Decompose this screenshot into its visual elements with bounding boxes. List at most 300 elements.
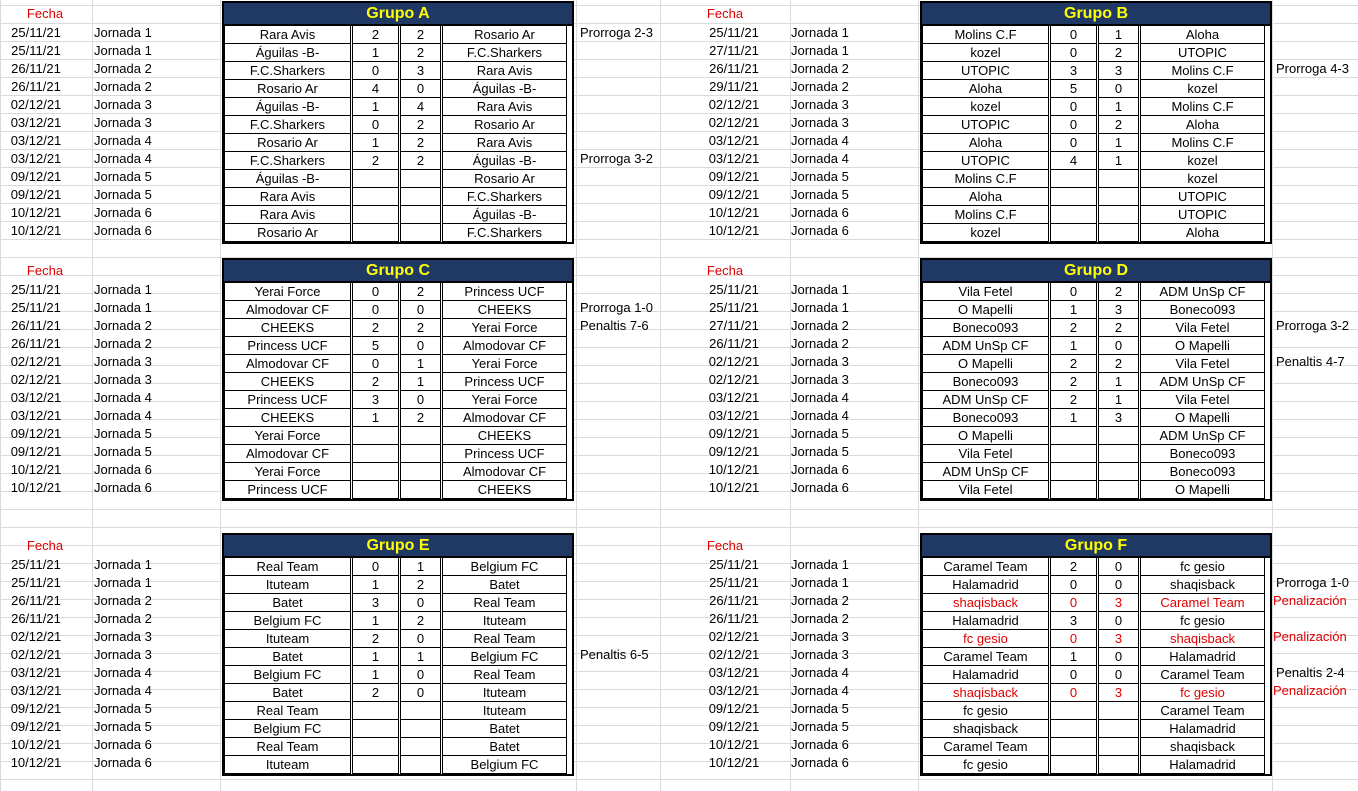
home-team-cell[interactable]: Molins C.F [922, 26, 1049, 44]
home-score-cell[interactable] [1050, 756, 1097, 774]
home-team-cell[interactable]: F.C.Sharkers [224, 62, 351, 80]
away-team-cell[interactable]: UTOPIC [1140, 188, 1265, 206]
home-team-cell[interactable]: Águilas -B- [224, 98, 351, 116]
away-score-cell[interactable]: 0 [1098, 337, 1139, 355]
home-score-cell[interactable]: 2 [1050, 355, 1097, 373]
away-score-cell[interactable] [1098, 427, 1139, 445]
away-team-cell[interactable]: CHEEKS [442, 427, 567, 445]
away-score-cell[interactable]: 1 [400, 373, 441, 391]
home-score-cell[interactable] [1050, 481, 1097, 499]
home-score-cell[interactable] [1050, 702, 1097, 720]
match-note: Penalización [1273, 593, 1347, 608]
home-score-cell[interactable]: 3 [352, 594, 399, 612]
home-team-cell[interactable]: Almodovar CF [224, 355, 351, 373]
home-score-cell[interactable]: 1 [1050, 301, 1097, 319]
match-date: 03/12/21 [10, 665, 62, 680]
away-score-cell[interactable]: 0 [400, 630, 441, 648]
away-team-cell[interactable]: Caramel Team [1140, 666, 1265, 684]
away-team-cell[interactable]: fc gesio [1140, 558, 1265, 576]
away-score-cell[interactable]: 2 [400, 26, 441, 44]
home-team-cell[interactable]: Rara Avis [224, 206, 351, 224]
away-score-cell[interactable] [400, 170, 441, 188]
away-team-cell[interactable]: Boneco093 [1140, 301, 1265, 319]
match-jornada: Jornada 6 [791, 480, 849, 495]
away-score-cell[interactable]: 3 [1098, 684, 1139, 702]
away-team-cell[interactable]: Real Team [442, 630, 567, 648]
away-score-cell[interactable]: 3 [1098, 301, 1139, 319]
home-score-cell[interactable]: 1 [352, 409, 399, 427]
away-team-cell[interactable]: Almodovar CF [442, 409, 567, 427]
away-team-cell[interactable]: Molins C.F [1140, 98, 1265, 116]
home-score-cell[interactable]: 0 [1050, 283, 1097, 301]
home-team-cell[interactable]: Aloha [922, 80, 1049, 98]
away-team-cell[interactable]: Vila Fetel [1140, 355, 1265, 373]
home-score-cell[interactable]: 0 [1050, 630, 1097, 648]
away-score-cell[interactable] [1098, 481, 1139, 499]
home-score-cell[interactable]: 1 [352, 576, 399, 594]
home-score-cell[interactable]: 2 [352, 319, 399, 337]
home-team-cell[interactable]: Halamadrid [922, 576, 1049, 594]
home-team-cell[interactable]: F.C.Sharkers [224, 152, 351, 170]
home-score-cell[interactable] [1050, 445, 1097, 463]
away-score-cell[interactable]: 1 [1098, 134, 1139, 152]
away-score-cell[interactable]: 1 [1098, 152, 1139, 170]
away-score-cell[interactable]: 1 [1098, 26, 1139, 44]
away-team-cell[interactable]: Belgium FC [442, 558, 567, 576]
away-team-cell[interactable]: Águilas -B- [442, 206, 567, 224]
home-team-cell[interactable]: Boneco093 [922, 409, 1049, 427]
home-team-cell[interactable]: Princess UCF [224, 481, 351, 499]
away-score-cell[interactable]: 3 [1098, 409, 1139, 427]
away-team-cell[interactable]: F.C.Sharkers [442, 188, 567, 206]
away-team-cell[interactable]: Yerai Force [442, 391, 567, 409]
away-score-cell[interactable]: 4 [400, 98, 441, 116]
away-team-cell[interactable]: Halamadrid [1140, 648, 1265, 666]
home-team-cell[interactable]: fc gesio [922, 702, 1049, 720]
home-score-cell[interactable]: 1 [352, 648, 399, 666]
home-score-cell[interactable] [352, 170, 399, 188]
home-score-cell[interactable] [352, 720, 399, 738]
home-team-cell[interactable]: CHEEKS [224, 409, 351, 427]
away-team-cell[interactable]: CHEEKS [442, 301, 567, 319]
home-team-cell[interactable]: O Mapelli [922, 301, 1049, 319]
home-score-cell[interactable]: 2 [1050, 319, 1097, 337]
away-score-cell[interactable] [400, 188, 441, 206]
home-score-cell[interactable] [352, 427, 399, 445]
home-score-cell[interactable] [1050, 427, 1097, 445]
match-note: Prorroga 4-3 [1276, 61, 1349, 76]
home-team-cell[interactable]: Águilas -B- [224, 44, 351, 62]
away-team-cell[interactable]: Princess UCF [442, 283, 567, 301]
away-score-cell[interactable]: 3 [1098, 594, 1139, 612]
away-score-cell[interactable] [400, 720, 441, 738]
away-team-cell[interactable]: kozel [1140, 152, 1265, 170]
away-team-cell[interactable]: Boneco093 [1140, 463, 1265, 481]
away-team-cell[interactable]: Batet [442, 720, 567, 738]
home-team-cell[interactable]: Belgium FC [224, 666, 351, 684]
away-team-cell[interactable]: UTOPIC [1140, 44, 1265, 62]
away-team-cell[interactable]: Ituteam [442, 684, 567, 702]
away-team-cell[interactable]: ADM UnSp CF [1140, 283, 1265, 301]
away-score-cell[interactable]: 2 [400, 116, 441, 134]
home-team-cell[interactable]: ADM UnSp CF [922, 463, 1049, 481]
away-team-cell[interactable]: kozel [1140, 80, 1265, 98]
away-team-cell[interactable]: Vila Fetel [1140, 319, 1265, 337]
away-score-cell[interactable] [400, 702, 441, 720]
away-team-cell[interactable]: Boneco093 [1140, 445, 1265, 463]
home-score-cell[interactable]: 0 [1050, 44, 1097, 62]
away-score-cell[interactable] [1098, 170, 1139, 188]
away-score-cell[interactable]: 2 [1098, 44, 1139, 62]
away-team-cell[interactable]: Rosario Ar [442, 170, 567, 188]
away-team-cell[interactable]: CHEEKS [442, 481, 567, 499]
away-score-cell[interactable]: 0 [1098, 576, 1139, 594]
home-team-cell[interactable]: Aloha [922, 188, 1049, 206]
home-team-cell[interactable]: Real Team [224, 702, 351, 720]
away-team-cell[interactable]: Princess UCF [442, 373, 567, 391]
away-team-cell[interactable]: Rosario Ar [442, 26, 567, 44]
home-score-cell[interactable]: 0 [352, 62, 399, 80]
home-team-cell[interactable]: Real Team [224, 558, 351, 576]
home-team-cell[interactable]: Belgium FC [224, 612, 351, 630]
away-score-cell[interactable] [400, 224, 441, 242]
home-team-cell[interactable]: Princess UCF [224, 391, 351, 409]
away-score-cell[interactable] [1098, 445, 1139, 463]
home-score-cell[interactable]: 1 [1050, 409, 1097, 427]
home-score-cell[interactable]: 3 [1050, 612, 1097, 630]
away-team-cell[interactable]: Rara Avis [442, 134, 567, 152]
match-date: 02/12/21 [10, 97, 62, 112]
away-score-cell[interactable]: 2 [400, 283, 441, 301]
home-score-cell[interactable]: 2 [352, 373, 399, 391]
away-score-cell[interactable]: 0 [1098, 80, 1139, 98]
home-team-cell[interactable]: Ituteam [224, 756, 351, 774]
away-team-cell[interactable]: fc gesio [1140, 612, 1265, 630]
home-team-cell[interactable]: Caramel Team [922, 558, 1049, 576]
home-score-cell[interactable]: 2 [352, 684, 399, 702]
away-score-cell[interactable]: 2 [1098, 283, 1139, 301]
away-score-cell[interactable] [400, 756, 441, 774]
table-row [922, 481, 1270, 499]
away-team-cell[interactable]: Halamadrid [1140, 756, 1265, 774]
away-score-cell[interactable]: 2 [1098, 355, 1139, 373]
home-score-cell[interactable] [352, 702, 399, 720]
home-team-cell[interactable]: Yerai Force [224, 283, 351, 301]
home-team-cell[interactable]: kozel [922, 44, 1049, 62]
home-score-cell[interactable] [352, 481, 399, 499]
home-team-cell[interactable]: Rosario Ar [224, 224, 351, 242]
home-team-cell[interactable]: Almodovar CF [224, 301, 351, 319]
away-team-cell[interactable]: Aloha [1140, 116, 1265, 134]
home-team-cell[interactable]: Batet [224, 684, 351, 702]
away-team-cell[interactable]: shaqisback [1140, 738, 1265, 756]
away-team-cell[interactable]: Real Team [442, 666, 567, 684]
home-team-cell[interactable]: Yerai Force [224, 427, 351, 445]
away-score-cell[interactable]: 1 [1098, 98, 1139, 116]
away-score-cell[interactable]: 2 [400, 409, 441, 427]
away-team-cell[interactable]: Molins C.F [1140, 134, 1265, 152]
home-score-cell[interactable]: 0 [352, 301, 399, 319]
home-score-cell[interactable]: 2 [1050, 558, 1097, 576]
home-score-cell[interactable] [352, 738, 399, 756]
home-score-cell[interactable]: 1 [352, 134, 399, 152]
home-score-cell[interactable] [1050, 206, 1097, 224]
home-score-cell[interactable] [1050, 738, 1097, 756]
home-team-cell[interactable]: Ituteam [224, 630, 351, 648]
home-score-cell[interactable]: 0 [1050, 134, 1097, 152]
away-team-cell[interactable]: ADM UnSp CF [1140, 373, 1265, 391]
away-score-cell[interactable] [400, 481, 441, 499]
home-team-cell[interactable]: Rara Avis [224, 26, 351, 44]
away-team-cell[interactable]: O Mapelli [1140, 337, 1265, 355]
away-score-cell[interactable]: 2 [400, 44, 441, 62]
home-team-cell[interactable]: Batet [224, 648, 351, 666]
home-team-cell[interactable]: Boneco093 [922, 319, 1049, 337]
away-team-cell[interactable]: F.C.Sharkers [442, 44, 567, 62]
home-team-cell[interactable]: Vila Fetel [922, 481, 1049, 499]
home-team-cell[interactable]: O Mapelli [922, 427, 1049, 445]
home-team-cell[interactable]: Halamadrid [922, 612, 1049, 630]
away-score-cell[interactable]: 0 [400, 80, 441, 98]
away-team-cell[interactable]: Rara Avis [442, 98, 567, 116]
home-score-cell[interactable] [1050, 170, 1097, 188]
away-score-cell[interactable] [400, 206, 441, 224]
home-team-cell[interactable]: Aloha [922, 134, 1049, 152]
home-score-cell[interactable] [1050, 463, 1097, 481]
home-team-cell[interactable]: Caramel Team [922, 648, 1049, 666]
home-team-cell[interactable]: shaqisback [922, 594, 1049, 612]
away-score-cell[interactable]: 2 [400, 612, 441, 630]
away-team-cell[interactable]: Belgium FC [442, 648, 567, 666]
away-team-cell[interactable]: fc gesio [1140, 684, 1265, 702]
home-team-cell[interactable]: Molins C.F [922, 170, 1049, 188]
home-team-cell[interactable]: kozel [922, 98, 1049, 116]
home-score-cell[interactable]: 2 [352, 630, 399, 648]
home-score-cell[interactable]: 0 [352, 558, 399, 576]
away-score-cell[interactable] [400, 463, 441, 481]
away-team-cell[interactable]: Caramel Team [1140, 594, 1265, 612]
away-score-cell[interactable] [1098, 738, 1139, 756]
away-score-cell[interactable]: 0 [400, 337, 441, 355]
away-team-cell[interactable]: shaqisback [1140, 576, 1265, 594]
home-score-cell[interactable]: 0 [352, 355, 399, 373]
away-team-cell[interactable]: Princess UCF [442, 445, 567, 463]
away-team-cell[interactable]: Rosario Ar [442, 116, 567, 134]
away-team-cell[interactable]: Caramel Team [1140, 702, 1265, 720]
away-team-cell[interactable]: Águilas -B- [442, 152, 567, 170]
home-team-cell[interactable]: Molins C.F [922, 206, 1049, 224]
away-score-cell[interactable] [1098, 720, 1139, 738]
away-score-cell[interactable]: 0 [1098, 666, 1139, 684]
home-score-cell[interactable]: 4 [352, 80, 399, 98]
home-score-cell[interactable]: 5 [352, 337, 399, 355]
home-team-cell[interactable]: Real Team [224, 738, 351, 756]
away-team-cell[interactable]: kozel [1140, 170, 1265, 188]
home-score-cell[interactable]: 3 [1050, 62, 1097, 80]
match-jornada: Jornada 6 [791, 755, 849, 770]
away-team-cell[interactable]: Yerai Force [442, 319, 567, 337]
away-score-cell[interactable]: 1 [1098, 391, 1139, 409]
home-team-cell[interactable]: Águilas -B- [224, 170, 351, 188]
match-date: 09/12/21 [10, 169, 62, 184]
away-score-cell[interactable]: 2 [1098, 319, 1139, 337]
home-team-cell[interactable]: Yerai Force [224, 463, 351, 481]
away-team-cell[interactable]: Batet [442, 576, 567, 594]
home-team-cell[interactable]: Almodovar CF [224, 445, 351, 463]
away-score-cell[interactable]: 3 [1098, 62, 1139, 80]
home-team-cell[interactable]: UTOPIC [922, 152, 1049, 170]
away-team-cell[interactable]: Batet [442, 738, 567, 756]
away-team-cell[interactable]: Almodovar CF [442, 463, 567, 481]
home-score-cell[interactable]: 1 [1050, 337, 1097, 355]
away-score-cell[interactable]: 0 [400, 594, 441, 612]
home-team-cell[interactable]: Boneco093 [922, 373, 1049, 391]
away-team-cell[interactable]: Real Team [442, 594, 567, 612]
home-team-cell[interactable]: Halamadrid [922, 666, 1049, 684]
home-team-cell[interactable]: Princess UCF [224, 337, 351, 355]
home-score-cell[interactable] [1050, 224, 1097, 242]
grid-col-2 [220, 0, 221, 791]
away-score-cell[interactable]: 0 [400, 666, 441, 684]
away-score-cell[interactable] [1098, 224, 1139, 242]
away-team-cell[interactable]: Yerai Force [442, 355, 567, 373]
home-score-cell[interactable]: 0 [1050, 684, 1097, 702]
away-score-cell[interactable]: 1 [1098, 373, 1139, 391]
away-score-cell[interactable]: 0 [400, 301, 441, 319]
home-team-cell[interactable]: Caramel Team [922, 738, 1049, 756]
home-score-cell[interactable] [1050, 720, 1097, 738]
away-team-cell[interactable]: ADM UnSp CF [1140, 427, 1265, 445]
away-team-cell[interactable]: Molins C.F [1140, 62, 1265, 80]
home-team-cell[interactable]: fc gesio [922, 756, 1049, 774]
home-score-cell[interactable]: 0 [352, 283, 399, 301]
away-score-cell[interactable]: 0 [1098, 648, 1139, 666]
away-score-cell[interactable] [1098, 463, 1139, 481]
home-score-cell[interactable]: 2 [1050, 391, 1097, 409]
away-score-cell[interactable]: 1 [400, 355, 441, 373]
away-score-cell[interactable] [1098, 756, 1139, 774]
match-date: 09/12/21 [10, 701, 62, 716]
away-score-cell[interactable]: 2 [400, 576, 441, 594]
away-team-cell[interactable]: Halamadrid [1140, 720, 1265, 738]
home-score-cell[interactable]: 3 [352, 391, 399, 409]
away-score-cell[interactable]: 0 [400, 391, 441, 409]
home-team-cell[interactable]: Rosario Ar [224, 80, 351, 98]
home-score-cell[interactable]: 4 [1050, 152, 1097, 170]
home-score-cell[interactable]: 1 [352, 44, 399, 62]
home-team-cell[interactable]: Vila Fetel [922, 445, 1049, 463]
away-score-cell[interactable] [1098, 702, 1139, 720]
home-score-cell[interactable] [352, 206, 399, 224]
away-score-cell[interactable]: 2 [400, 152, 441, 170]
home-team-cell[interactable]: Rosario Ar [224, 134, 351, 152]
away-score-cell[interactable] [400, 445, 441, 463]
away-team-cell[interactable]: Belgium FC [442, 756, 567, 774]
away-score-cell[interactable]: 2 [400, 134, 441, 152]
home-score-cell[interactable] [352, 445, 399, 463]
home-score-cell[interactable]: 1 [352, 612, 399, 630]
home-team-cell[interactable]: Rara Avis [224, 188, 351, 206]
home-score-cell[interactable]: 5 [1050, 80, 1097, 98]
away-team-cell[interactable]: Aloha [1140, 224, 1265, 242]
home-score-cell[interactable]: 1 [1050, 648, 1097, 666]
home-team-cell[interactable]: CHEEKS [224, 319, 351, 337]
away-score-cell[interactable]: 1 [400, 648, 441, 666]
home-score-cell[interactable] [352, 756, 399, 774]
home-team-cell[interactable]: CHEEKS [224, 373, 351, 391]
home-score-cell[interactable]: 2 [1050, 373, 1097, 391]
home-score-cell[interactable]: 1 [352, 666, 399, 684]
home-score-cell[interactable]: 0 [1050, 576, 1097, 594]
home-team-cell[interactable]: UTOPIC [922, 116, 1049, 134]
away-team-cell[interactable]: Aloha [1140, 26, 1265, 44]
away-score-cell[interactable]: 0 [1098, 558, 1139, 576]
home-team-cell[interactable]: shaqisback [922, 720, 1049, 738]
away-score-cell[interactable]: 2 [400, 319, 441, 337]
away-score-cell[interactable] [1098, 206, 1139, 224]
home-score-cell[interactable] [352, 188, 399, 206]
home-team-cell[interactable]: Belgium FC [224, 720, 351, 738]
home-team-cell[interactable]: Ituteam [224, 576, 351, 594]
home-team-cell[interactable]: F.C.Sharkers [224, 116, 351, 134]
home-team-cell[interactable]: ADM UnSp CF [922, 391, 1049, 409]
home-score-cell[interactable]: 2 [352, 26, 399, 44]
away-score-cell[interactable] [400, 738, 441, 756]
home-score-cell[interactable]: 0 [1050, 666, 1097, 684]
away-score-cell[interactable]: 3 [400, 62, 441, 80]
away-score-cell[interactable]: 2 [1098, 116, 1139, 134]
away-team-cell[interactable]: UTOPIC [1140, 206, 1265, 224]
home-score-cell[interactable]: 0 [1050, 98, 1097, 116]
away-score-cell[interactable] [400, 427, 441, 445]
away-score-cell[interactable]: 1 [400, 558, 441, 576]
away-team-cell[interactable]: F.C.Sharkers [442, 224, 567, 242]
home-team-cell[interactable]: UTOPIC [922, 62, 1049, 80]
away-team-cell[interactable]: Almodovar CF [442, 337, 567, 355]
home-team-cell[interactable]: kozel [922, 224, 1049, 242]
home-team-cell[interactable]: Vila Fetel [922, 283, 1049, 301]
away-team-cell[interactable]: O Mapelli [1140, 481, 1265, 499]
home-score-cell[interactable]: 0 [1050, 26, 1097, 44]
home-score-cell[interactable]: 1 [352, 98, 399, 116]
home-team-cell[interactable]: O Mapelli [922, 355, 1049, 373]
away-team-cell[interactable]: shaqisback [1140, 630, 1265, 648]
home-team-cell[interactable]: shaqisback [922, 684, 1049, 702]
grid-col-4 [660, 0, 661, 791]
home-team-cell[interactable]: ADM UnSp CF [922, 337, 1049, 355]
home-score-cell[interactable]: 0 [352, 116, 399, 134]
home-score-cell[interactable]: 0 [1050, 594, 1097, 612]
away-team-cell[interactable]: Vila Fetel [1140, 391, 1265, 409]
home-score-cell[interactable]: 2 [352, 152, 399, 170]
away-team-cell[interactable]: O Mapelli [1140, 409, 1265, 427]
away-score-cell[interactable]: 0 [1098, 612, 1139, 630]
match-date: 26/11/21 [11, 318, 61, 333]
away-team-cell[interactable]: Águilas -B- [442, 80, 567, 98]
home-score-cell[interactable] [352, 463, 399, 481]
away-team-cell[interactable]: Rara Avis [442, 62, 567, 80]
away-team-cell[interactable]: Ituteam [442, 612, 567, 630]
away-team-cell[interactable]: Ituteam [442, 702, 567, 720]
away-score-cell[interactable]: 3 [1098, 630, 1139, 648]
home-score-cell[interactable] [352, 224, 399, 242]
away-score-cell[interactable]: 0 [400, 684, 441, 702]
home-team-cell[interactable]: fc gesio [922, 630, 1049, 648]
away-score-cell[interactable] [1098, 188, 1139, 206]
home-score-cell[interactable] [1050, 188, 1097, 206]
home-score-cell[interactable]: 0 [1050, 116, 1097, 134]
home-team-cell[interactable]: Batet [224, 594, 351, 612]
